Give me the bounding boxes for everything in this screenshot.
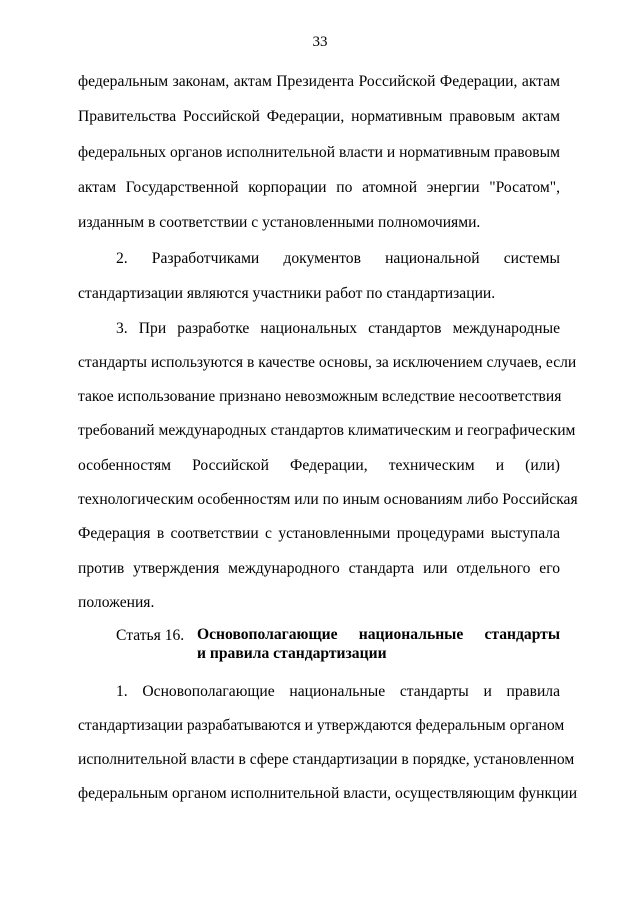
paragraph-line: стандартизации разрабатываются и утверждаются федеральным органом [78,717,565,734]
paragraph-line: такое использование признано невозможным вследствие несоответствия [78,388,562,405]
paragraph-line: стандарты используются в качестве основы, за исключением случаев, если [78,354,577,371]
paragraph-line: 2. Разработчиками документов национальной системы [116,250,560,267]
paragraph-line: изданным в соответствии с установленными полномочиями. [78,214,481,231]
paragraph-line: Федерация в соответствии с установленными процедурами выступала [78,525,560,542]
article-title-line: Основополагающие национальные стандарты [197,626,560,643]
paragraph-line: Правительства Российской Федерации, нормативным правовым актам [78,108,560,125]
paragraph-line: положения. [78,594,155,611]
paragraph-line: исполнительной власти в сфере стандартизации в порядке, установленном [78,751,575,768]
paragraph-line: актам Государственной корпорации по атомной энергии "Росатом", [78,179,560,196]
paragraph-line: федеральным органом исполнительной власти, осуществляющим функции [78,785,578,802]
paragraph-line: особенностям Российской Федерации, техническим и (или) [78,457,560,474]
paragraph-line: технологическим особенностям или по иным основаниям либо Российская [78,491,578,508]
page-number: 33 [312,34,328,50]
paragraph-line: федеральным законам, актам Президента Российской Федерации, актам [78,73,560,90]
paragraph-line: против утверждения международного стандарта или отдельного его [78,560,560,577]
paragraph-line: 3. При разработке национальных стандартов международные [116,320,560,337]
article-title-line: и правила стандартизации [197,645,387,662]
paragraph-line: требований международных стандартов климатическим и географическим [78,422,576,439]
paragraph-line: федеральных органов исполнительной власти и нормативным правовым [78,144,560,161]
paragraph-line: 1. Основополагающие национальные стандарты и правила [116,683,560,700]
article-label: Статья 16. [116,627,185,644]
paragraph-line: стандартизации являются участники работ по стандартизации. [78,285,496,302]
